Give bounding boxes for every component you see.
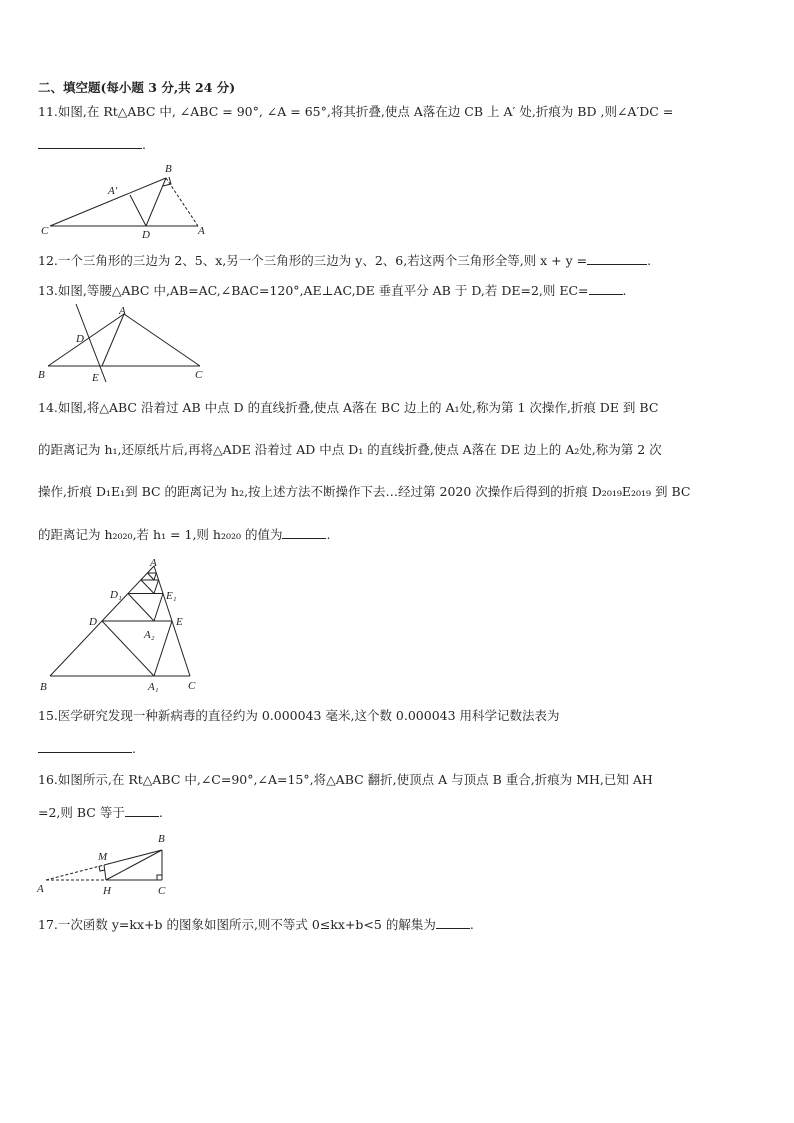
q13-label-b: B	[38, 369, 45, 381]
q16-line1: 16.如图所示,在 Rt△ABC 中,∠C=90°,∠A=15°,将△ABC 翻折,使顶点 A 与顶点 B 重合,折痕为 MH,已知 AH	[38, 772, 653, 787]
q14-label-a2: A₂	[144, 629, 155, 641]
q15-line1: 15.医学研究发现一种新病毒的直径约为 0.000043 毫米,这个数 0.000043 用科学记数法表为	[38, 708, 560, 723]
q14-label-d: D	[89, 616, 97, 628]
q16-line2: =2,则 BC 等于 .	[38, 805, 163, 820]
q13-line: 13.如图,等腰△ABC 中,AB=AC,∠BAC=120°,AE⊥AC,DE 垂直平分 AB 于 D,若 DE=2,则 EC= .	[38, 283, 627, 298]
q14-line4: 的距离记为 h₂₀₂₀,若 h₁ = 1,则 h₂₀₂₀ 的值为 .	[38, 527, 331, 542]
q13-label-a: A	[119, 305, 126, 317]
q13-label-d: D	[76, 333, 84, 345]
q11-answer-blank[interactable]	[38, 136, 142, 149]
q16-label-m: M	[98, 851, 108, 863]
q14-label-b: B	[40, 681, 47, 693]
q17-line: 17.一次函数 y=kx+b 的图象如图所示,则不等式 0≤kx+b<5 的解集为 .	[38, 917, 474, 932]
section-title: 二、填空题(每小题 3 分,共 24 分)	[38, 80, 236, 95]
q17-answer-blank[interactable]	[436, 916, 470, 929]
q15-answer-blank[interactable]	[38, 740, 132, 753]
q14-line3: 操作,折痕 D₁E₁到 BC 的距离记为 h₂,按上述方法不断操作下去…经过第 2020 次操作后得到的折痕 D₂₀₁₉E₂₀₁₉ 到 BC	[38, 484, 691, 499]
q11-label-b: B	[165, 163, 172, 175]
q13-label-e: E	[92, 372, 99, 384]
q16-label-c: C	[158, 885, 166, 897]
q16-label-a: A	[37, 883, 44, 895]
q15-line2: .	[38, 740, 136, 757]
q11-line2: .	[38, 136, 146, 153]
q16-figure	[36, 828, 176, 900]
q13-answer-blank[interactable]	[589, 282, 623, 295]
q11-label-c: C	[41, 225, 49, 237]
q14-label-e: E	[176, 616, 183, 628]
q16-label-h: H	[103, 885, 111, 897]
q14-label-c: C	[188, 680, 196, 692]
q14-line2: 的距离记为 h₁,还原纸片后,再将△ADE 沿着过 AD 中点 D₁ 的直线折叠,使点 A落在 DE 边上的 A₂处,称为第 2 次	[38, 442, 662, 457]
q14-line1: 14.如图,将△ABC 沿着过 AB 中点 D 的直线折叠,使点 A落在 BC 边上的 A₁处,称为第 1 次操作,折痕 DE 到 BC	[38, 400, 659, 415]
q11-label-a: A	[198, 225, 205, 237]
q14-answer-blank[interactable]	[282, 526, 326, 539]
q14-label-a1: A₁	[148, 681, 159, 693]
q14-label-a: A	[150, 557, 157, 569]
q11-line1: 11.如图,在 Rt△ABC 中, ∠ABC = 90°, ∠A = 65°,将其折叠,使点 A落在边 CB 上 A′ 处,折痕为 BD ,则∠A′DC =	[38, 104, 674, 119]
q14-label-e1: E₁	[166, 590, 177, 602]
q13-figure	[36, 302, 208, 386]
q11-figure	[38, 160, 218, 240]
q13-label-c: C	[195, 369, 203, 381]
q16-label-b: B	[158, 833, 165, 845]
q11-label-d: D	[142, 229, 150, 240]
q14-figure	[38, 556, 208, 694]
q16-answer-blank[interactable]	[125, 804, 159, 817]
q11-label-aprime: A′	[108, 185, 118, 197]
q12-line: 12.一个三角形的三边为 2、5、x,另一个三角形的三边为 y、2、6,若这两个三角形全等,则 x + y = .	[38, 253, 652, 268]
q12-answer-blank[interactable]	[587, 252, 647, 265]
q14-label-d1: D₁	[110, 589, 122, 601]
